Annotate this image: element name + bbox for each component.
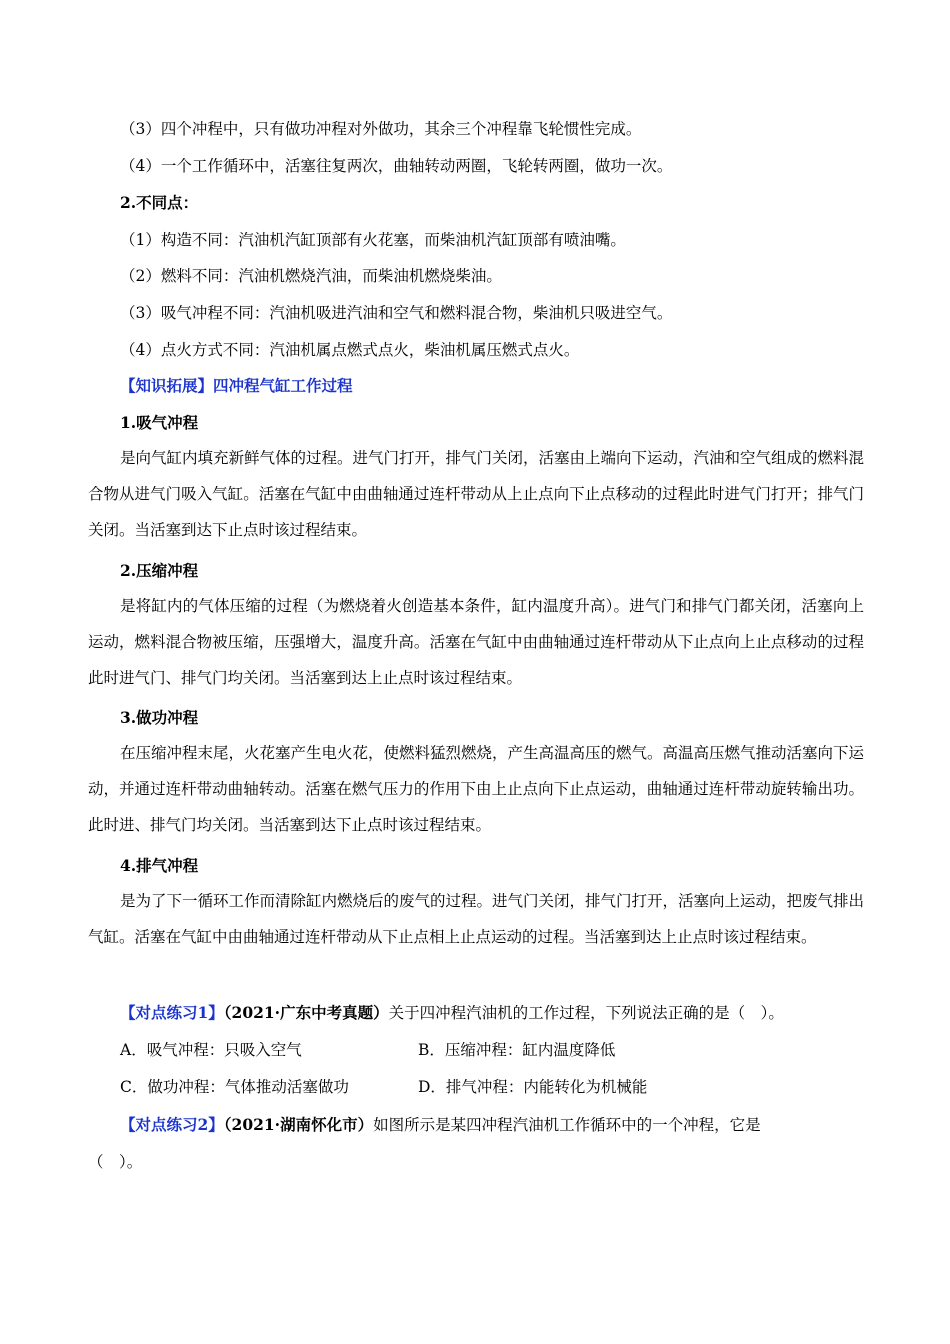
diff-heading: 2.不同点： (120, 193, 199, 212)
diff-point-4: （4）点火方式不同：汽油机属点燃式点火，柴油机属压燃式点火。 (120, 341, 580, 359)
diff-point-3: （3）吸气冲程不同：汽油机吸进汽油和空气和燃料混合物，柴油机只吸进空气。 (120, 304, 673, 322)
diff-point-1: （1）构造不同：汽油机汽缸顶部有火花塞，而柴油机汽缸顶部有喷油嘴。 (120, 231, 626, 249)
practice1-question: 关于四冲程汽油机的工作过程，下列说法正确的是（ ）。 (388, 1004, 784, 1022)
stroke-heading-compression: 2.压缩冲程 (120, 561, 199, 580)
practice2-blank: （ ）。 (88, 1153, 143, 1171)
practice2-label: 【对点练习2】 (120, 1115, 224, 1134)
practice2-question: 如图所示是某四冲程汽油机工作循环中的一个冲程，它是 (373, 1116, 761, 1134)
stroke-text-compression: 是将缸内的气体压缩的过程（为燃烧着火创造基本条件，缸内温度升高）。进气门和排气门都关闭，活塞向上运动，燃料混合物被压缩，压强增大，温度升高。活塞在气缸中由曲轴通过连杆带动从下止点向上止点移动的过程此时进气门、排气门均关闭。当活塞到达上止点时该过程结束。 (88, 597, 864, 687)
expansion-title: 【知识拓展】四冲程气缸工作过程 (120, 376, 353, 395)
practice1-source: （2021·广东中考真题） (223, 1003, 389, 1022)
practice1-option-c: C．做功冲程：气体推动活塞做功 (120, 1078, 349, 1096)
practice1-option-b: B．压缩冲程：缸内温度降低 (418, 1041, 616, 1059)
practice2-source: （2021·湖南怀化市） (223, 1115, 374, 1134)
stroke-text-power: 在压缩冲程末尾，火花塞产生电火花，使燃料猛烈燃烧，产生高温高压的燃气。高温高压燃气推动活塞向下运动，并通过连杆带动曲轴转动。活塞在燃气压力的作用下由上止点向下止点运动，曲轴通过连杆带动旋转输出功。此时进、排气门均关闭。当活塞到达下止点时该过程结束。 (88, 744, 865, 834)
practice1-line (120, 1003, 784, 1023)
common-point-3: （3）四个冲程中，只有做功冲程对外做功，其余三个冲程靠飞轮惯性完成。 (120, 120, 642, 138)
practice1-option-a: A．吸气冲程：只吸入空气 (120, 1041, 302, 1059)
diff-point-2: （2）燃料不同：汽油机燃烧汽油，而柴油机燃烧柴油。 (120, 267, 502, 285)
practice1-label: 【对点练习1】 (120, 1003, 224, 1022)
stroke-text-intake: 是向气缸内填充新鲜气体的过程。进气门打开，排气门关闭，活塞由上端向下运动，汽油和空气组成的燃料混合物从进气门吸入气缸。活塞在气缸中由曲轴通过连杆带动从上止点向下止点移动的过程此时进气门打开；排气门关闭。当活塞到达下止点时该过程结束。 (88, 449, 865, 539)
stroke-text-exhaust: 是为了下一循环工作而清除缸内燃烧后的废气的过程。进气门关闭，排气门打开，活塞向上运动，把废气排出气缸。活塞在气缸中由曲轴通过连杆带动从下止点相上止点运动的过程。当活塞到达上止点时该过程结束。 (88, 892, 865, 946)
practice2-line (120, 1115, 761, 1135)
practice1-option-d: D．排气冲程：内能转化为机械能 (418, 1078, 648, 1096)
stroke-heading-exhaust: 4.排气冲程 (120, 856, 199, 875)
stroke-heading-power: 3.做功冲程 (120, 708, 199, 727)
common-point-4: （4）一个工作循环中，活塞往复两次，曲轴转动两圈，飞轮转两圈，做功一次。 (120, 157, 673, 175)
stroke-heading-intake: 1.吸气冲程 (120, 413, 199, 432)
